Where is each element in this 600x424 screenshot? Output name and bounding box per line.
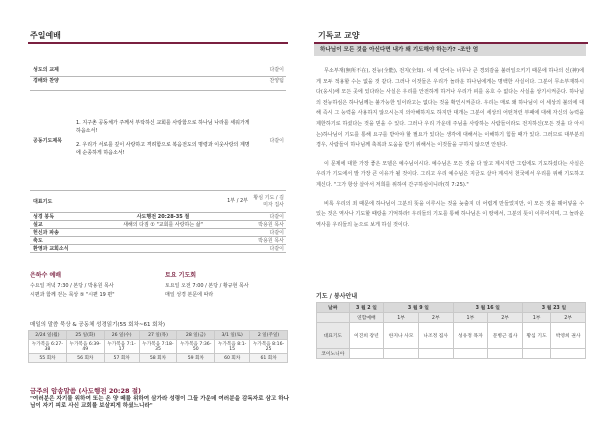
- box-line: 토요일 오전 7:00 / 본당 / 황규현 목사: [165, 283, 249, 289]
- reading-cell: 58 회차: [139, 354, 177, 363]
- service-label: 2부: [418, 313, 453, 323]
- worship-row: [30, 237, 286, 245]
- day-header: 2/24 일(월): [29, 331, 67, 340]
- date-header: 3 월 16 일: [453, 303, 522, 313]
- duty-row-label: 코이노니아: [317, 349, 350, 359]
- article-paragraph: 무소부재(無所不在), 전능(全能), 전지(全知). 이 세 단어는 너무나 큰 경외감을 불러일으키기 때문에 하나의 신(神)에게 모두 적용할 수는 없을 것 같다. 그러나 이것들은 우리가 놀라운 하나님에게는 명백한 사실이다. 그분이 무소부재하시다(옹시)에 모든 곳에 있다라는 사실은 우리를 안전하게 하거나 우리가 피를 옹호 수 없다는 사실을 상기시켜준다. 하나님의 전능하심은 하나님께는 불가능한 일이라고는 없다는 것을 확인시켜준다. 우리는 매로 왜 하나님이 이 세상의 불의에 대해 즉시 그 능력을 사용하지 않으시는지 의아해하지도 하지만 대개는 그분이 세상의 어떤처런 부패에 대해 자신의 능력을 제한하기로 하셨다는 것을 믿을 수 있다. 그러나 우리 가운데 주님을 사랑하는 사람들이라도 전지하신(모든 것을 다 아시는)하나님이 기도를 통해 요구를 받아야 할 필요가 있다는 생각에 대해서는 이해하기 힘들 때가 있다. 그러므로 대부분의 경우, 사람들이 하나님께 축복과 도움을 받기 위해서는 이것들을 구하지 않으면 안된다.: [316, 68, 584, 149]
- row-person: 찬양팀: [269, 78, 284, 84]
- row-person: 황심 기도 / 김미자 집사: [253, 194, 284, 208]
- meditation-cell: 누가복음 6:27-38: [29, 340, 67, 354]
- row-label: 설교: [33, 222, 43, 228]
- day-header: 3/1 일(토): [215, 331, 250, 340]
- reading-cell: 55 회차: [29, 354, 67, 363]
- row-label: 헌신과 파송: [33, 230, 59, 236]
- box-line: 매일 성경 본문에 따라: [165, 292, 214, 298]
- day-header: 28 일(금): [177, 331, 215, 340]
- row-person: 다같이: [269, 214, 284, 220]
- meditation-cell: 누가복음 7:18-35: [139, 340, 177, 354]
- row-person: 다같이: [269, 67, 284, 73]
- row-label: 축도: [33, 238, 43, 244]
- duty-cell: 나조정 집사: [418, 323, 453, 349]
- reading-cell: 60 회차: [215, 354, 250, 363]
- service-label: 1부: [384, 313, 419, 323]
- row-label: 성도의 교제: [33, 67, 59, 73]
- box-line: 시편과 함께 걷는 묵상 ⑤ "시편 19 편": [30, 292, 115, 298]
- reading-cell: 61 회차: [250, 354, 288, 363]
- meditation-cell: 누가복음 7:1-17: [104, 340, 139, 354]
- prayer-row: [30, 91, 286, 191]
- row-label: 성경 봉독: [33, 214, 55, 220]
- meditation-cell: 누가복음 8:16-25: [250, 340, 288, 354]
- article-body: [316, 66, 584, 238]
- worship-order-table: [30, 66, 286, 253]
- section-title: 기독교 교양: [318, 31, 360, 40]
- row-person: 박용원 목사: [258, 238, 284, 244]
- duty-table: [316, 302, 586, 359]
- worship-row: [30, 221, 286, 229]
- box-title: 은하수 예배: [30, 272, 62, 279]
- box-line: 수요일 저녁 7:30 / 본당 / 박용원 목사: [30, 283, 114, 289]
- row-person: 다같이: [269, 230, 284, 236]
- day-header: 27 일(목): [139, 331, 177, 340]
- duty-cell: 성유정 목자: [453, 323, 488, 349]
- reading-cell: 57 회차: [104, 354, 139, 363]
- meditation-cell: 누가복음 7:36-50: [177, 340, 215, 354]
- worship-title: 주일예배: [30, 31, 61, 40]
- row-content: 사도행전 20:28-35 절: [136, 214, 190, 220]
- article-paragraph: 비록 우리의 죄 때문에 하나님이 그분의 뜻을 이루시는 것을 늦출지 더 어렵게 만들었지만, 이 모든 것을 꿰어넣을 수 있는 것은 역사나 기도할 때랑을 기억하라! 우리들의 기도를 통해 하나님은 이 땅에서, 그분의 뜻이 이루어지며, 그 놀라운 역사를 우리들의 눈으로 보게 하실 것이다.: [316, 200, 584, 228]
- date-header: 3 월 23 일: [522, 303, 585, 313]
- service-label: 2부: [488, 313, 523, 323]
- date-header: 날짜: [317, 303, 350, 313]
- prayer-item: 1. 지구촌 공동체가 주께서 부탁하신 교회를 사랑함으로 하나님 나라를 세워가게 하옵소서!: [76, 119, 250, 134]
- row-person: 박용원 목사: [258, 222, 284, 228]
- worship-row: [30, 213, 286, 221]
- duty-cell: 박영희 권사: [551, 323, 586, 349]
- date-header: 3 월 9 일: [384, 303, 453, 313]
- prayer-list: [74, 119, 252, 163]
- reading-cell: 56 회차: [66, 354, 104, 363]
- service-label: 연합예배: [349, 313, 384, 323]
- row-label: 경배와 찬양: [33, 78, 59, 84]
- duty-cell: 한지나 사모: [384, 323, 419, 349]
- reading-cell: 59 회차: [177, 354, 215, 363]
- article-heading: 하나님이 모든 것을 아신다면 내가 왜 기도해야 하는가? -조안 엄: [314, 44, 586, 56]
- row-content: 1부 / 2부: [227, 198, 248, 204]
- bible-reading-table: [28, 330, 288, 363]
- row-person: 다같이: [269, 138, 284, 144]
- bible-reading-title: 매일의 말씀 묵상 & 공동체 성경읽기(55 회차~61 회차): [30, 322, 166, 328]
- service-label: 1부: [453, 313, 488, 323]
- row-label: 대표기도: [33, 199, 53, 205]
- service-label: 1부: [522, 313, 550, 323]
- row-content: 새해의 다짐 ① "교회를 사랑하는 삶": [123, 222, 203, 228]
- worship-row: [30, 191, 286, 213]
- row-person: 다같이: [269, 246, 284, 252]
- worship-row: [30, 77, 286, 91]
- duty-cell: 황심 기도: [522, 323, 550, 349]
- duty-cell: 문병근 집사: [488, 323, 523, 349]
- meditation-cell: 누가복음 8:1-15: [215, 340, 250, 354]
- day-header: 2 일(주일): [250, 331, 288, 340]
- saturday-prayer: [165, 270, 290, 300]
- prayer-item: 2. 우리가 서로를 깊이 사랑하고 격려함으로 복음전도의 명령과 이웃사랑의 계명에 순종하게 하옵소서!: [76, 141, 250, 156]
- meditation-cell: 누가복음 6:39-49: [66, 340, 104, 354]
- date-header: 3 월 2 일: [349, 303, 384, 313]
- worship-row: [30, 229, 286, 237]
- article-paragraph: 이 문제에 대한 가장 좋은 모델은 예수님이시다. 예수님은 모든 것을 다 알고 계시지만 그럼에도 기도하셨다는 사실은 우리가 기도에서 발 가장 큰 이유가 될 것이다. 그리고 우리 예수님은 지금도 살아 계셔서 천국에서 우리를 위해 기도하고 계신다. "그가 항상 살아서 저희를 위하여 간구하심이니라(히 7:25).": [316, 160, 584, 188]
- service-label: 2부: [551, 313, 586, 323]
- row-label: 환영과 교회소식: [33, 246, 69, 252]
- title-rule: [28, 42, 288, 44]
- duty-row-label: 대표기도: [317, 323, 350, 349]
- duty-title: 기도 / 봉사안내: [316, 293, 358, 300]
- worship-row: [30, 66, 286, 77]
- duty-cell: 이진희 장년: [349, 323, 384, 349]
- memory-verse-text: "여러분은 자기를 위하여 또는 온 양 떼를 위하여 삼가라 성령이 그들 가운데 여러분을 감독자로 삼고 하나님이 자기 피로 사신 교회를 보살피게 하셨느니라": [30, 396, 290, 410]
- memory-verse-title: 금주의 암송말씀 (사도행전 20:28 절): [30, 387, 142, 395]
- day-header: 26 일(수): [104, 331, 139, 340]
- box-title: 토요 기도회: [165, 272, 197, 279]
- day-header: 25 일(화): [66, 331, 104, 340]
- worship-row: [30, 245, 286, 253]
- wednesday-service: [30, 270, 150, 300]
- prayer-label: 공동기도제목: [33, 138, 62, 144]
